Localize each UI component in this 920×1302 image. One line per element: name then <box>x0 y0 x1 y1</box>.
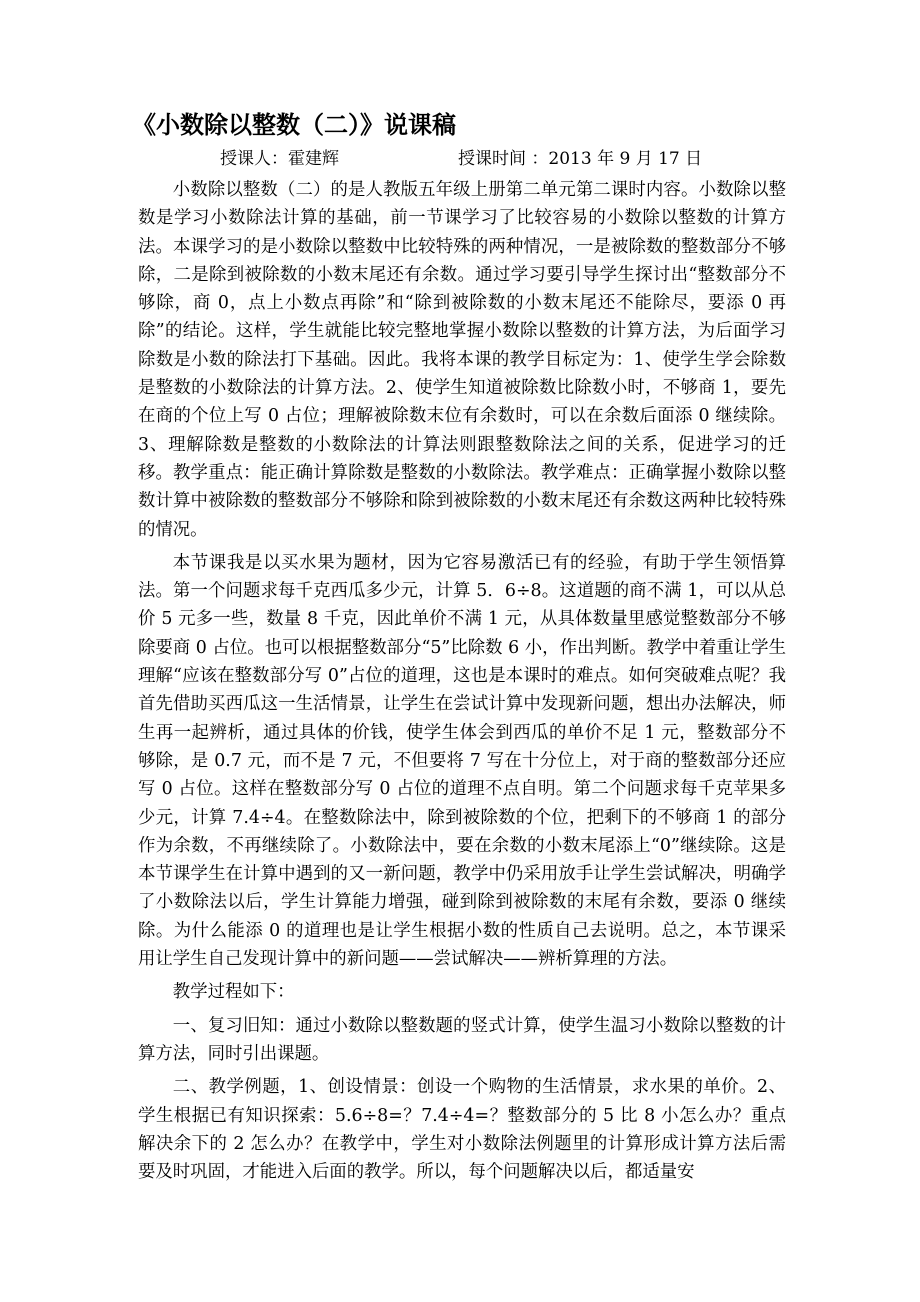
date-line: 授课时间 ：2013 年 9 月 17 日 <box>458 149 703 169</box>
paragraph-design: 本节课我是以买水果为题材，因为它容易激活已有的经验，有助于学生领悟算法。第一个问题求每千克西瓜多少元，计算 5．6÷8。这道题的商不满 1，可以从总价 5 元多一些，数量 8 千克，因此单价不满 1 元，从具体数量里感觉整数部分不够除要商 0 占位。也可以根据整数部分“5”比除数 6 小，作出判断。教学中着重让学生理解“应该在整数部分写 0”占位的道理，这也是本课时的难点。如何突破难点呢？我首先借助买西瓜这一生活情景，让学生在尝试计算中发现新问题，想出办法解决，师生再一起辨析，通过具体的价钱，使学生体会到西瓜的单价不足 1 元，整数部分不够除，是 0.7 元，而不是 7 元，不但要将 7 写在十分位上，对于商的整数部分还应写 0 占位。这样在整数部分写 0 占位的道理不点自明。第二个问题求每千克苹果多少元，计算 7.4÷4。在整数除法中，除到被除数的个位，把剩下的不够商 1 的部分作为余数，不再继续除了。小数除法中，要在余数的小数末尾添上“0”继续除。这是本节课学生在计算中遇到的又一新问题，教学中仍采用放手让学生尝试解决，明确学了小数除法以后，学生计算能力增强，碰到除到被除数的末尾有余数，要添 0 继续除。为什么能添 0 的道理也是让学生根据小数的性质自己去说明。总之，本节课采用让学生自己发现计算中的新问题——尝试解决——辨析算理的方法。 <box>138 552 786 970</box>
document-title: 《小数除以整数（二）》说课稿 <box>132 111 456 139</box>
document-body <box>138 176 786 1191</box>
paragraph-review: 一、复习旧知：通过小数除以整数题的竖式计算，使学生温习小数除以整数的计算方法，同时引出课题。 <box>138 1015 786 1064</box>
paragraph-intro: 小数除以整数（二）的是人教版五年级上册第二单元第二课时内容。小数除以整数是学习小数除法计算的基础，前一节课学习了比较容易的小数除以整数的计算方法。本课学习的是小数除以整数中比较特殊的两种情况，一是被除数的整数部分不够除，二是除到被除数的小数末尾还有余数。通过学习要引导学生探讨出“整数部分不够除，商 0，点上小数点再除”和“除到被除数的小数末尾还不能除尽，要添 0 再除”的结论。这样，学生就能比较完整地掌握小数除以整数的计算方法，为后面学习除数是小数的除法打下基础。因此。我将本课的教学目标定为：1、使学生学会除数是整数的小数除法的计算方法。2、使学生知道被除数比除数小时，不够商 1，要先在商的个位上写 0 占位；理解被除数末位有余数时，可以在余数后面添 0 继续除。3、理解除数是整数的小数除法的计算法则跟整数除法之间的关系，促进学习的迁移。教学重点：能正确计算除数是整数的小数除法。教学难点：正确掌握小数除以整数计算中被除数的整数部分不够除和除到被除数的小数末尾还有余数这两种比较特殊的情况。 <box>138 180 786 540</box>
paragraph-process-heading: 教学过程如下： <box>172 982 295 1003</box>
paragraph-examples: 二、教学例题，1、创设情景：创设一个购物的生活情景，求水果的单价。2、学生根据已有知识探索：5.6÷8=？7.4÷4=？整数部分的 5 比 8 小怎么办？重点解决余下的 2 怎么办？在教学中，学生对小数除法例题里的计算形成计算方法后需要及时巩固，才能进入后面的教学。所以，每个问题解决以后，都适量安 <box>138 1077 786 1183</box>
teacher-line: 授课人：霍建辉 <box>220 149 339 169</box>
lesson-meta <box>0 146 920 172</box>
